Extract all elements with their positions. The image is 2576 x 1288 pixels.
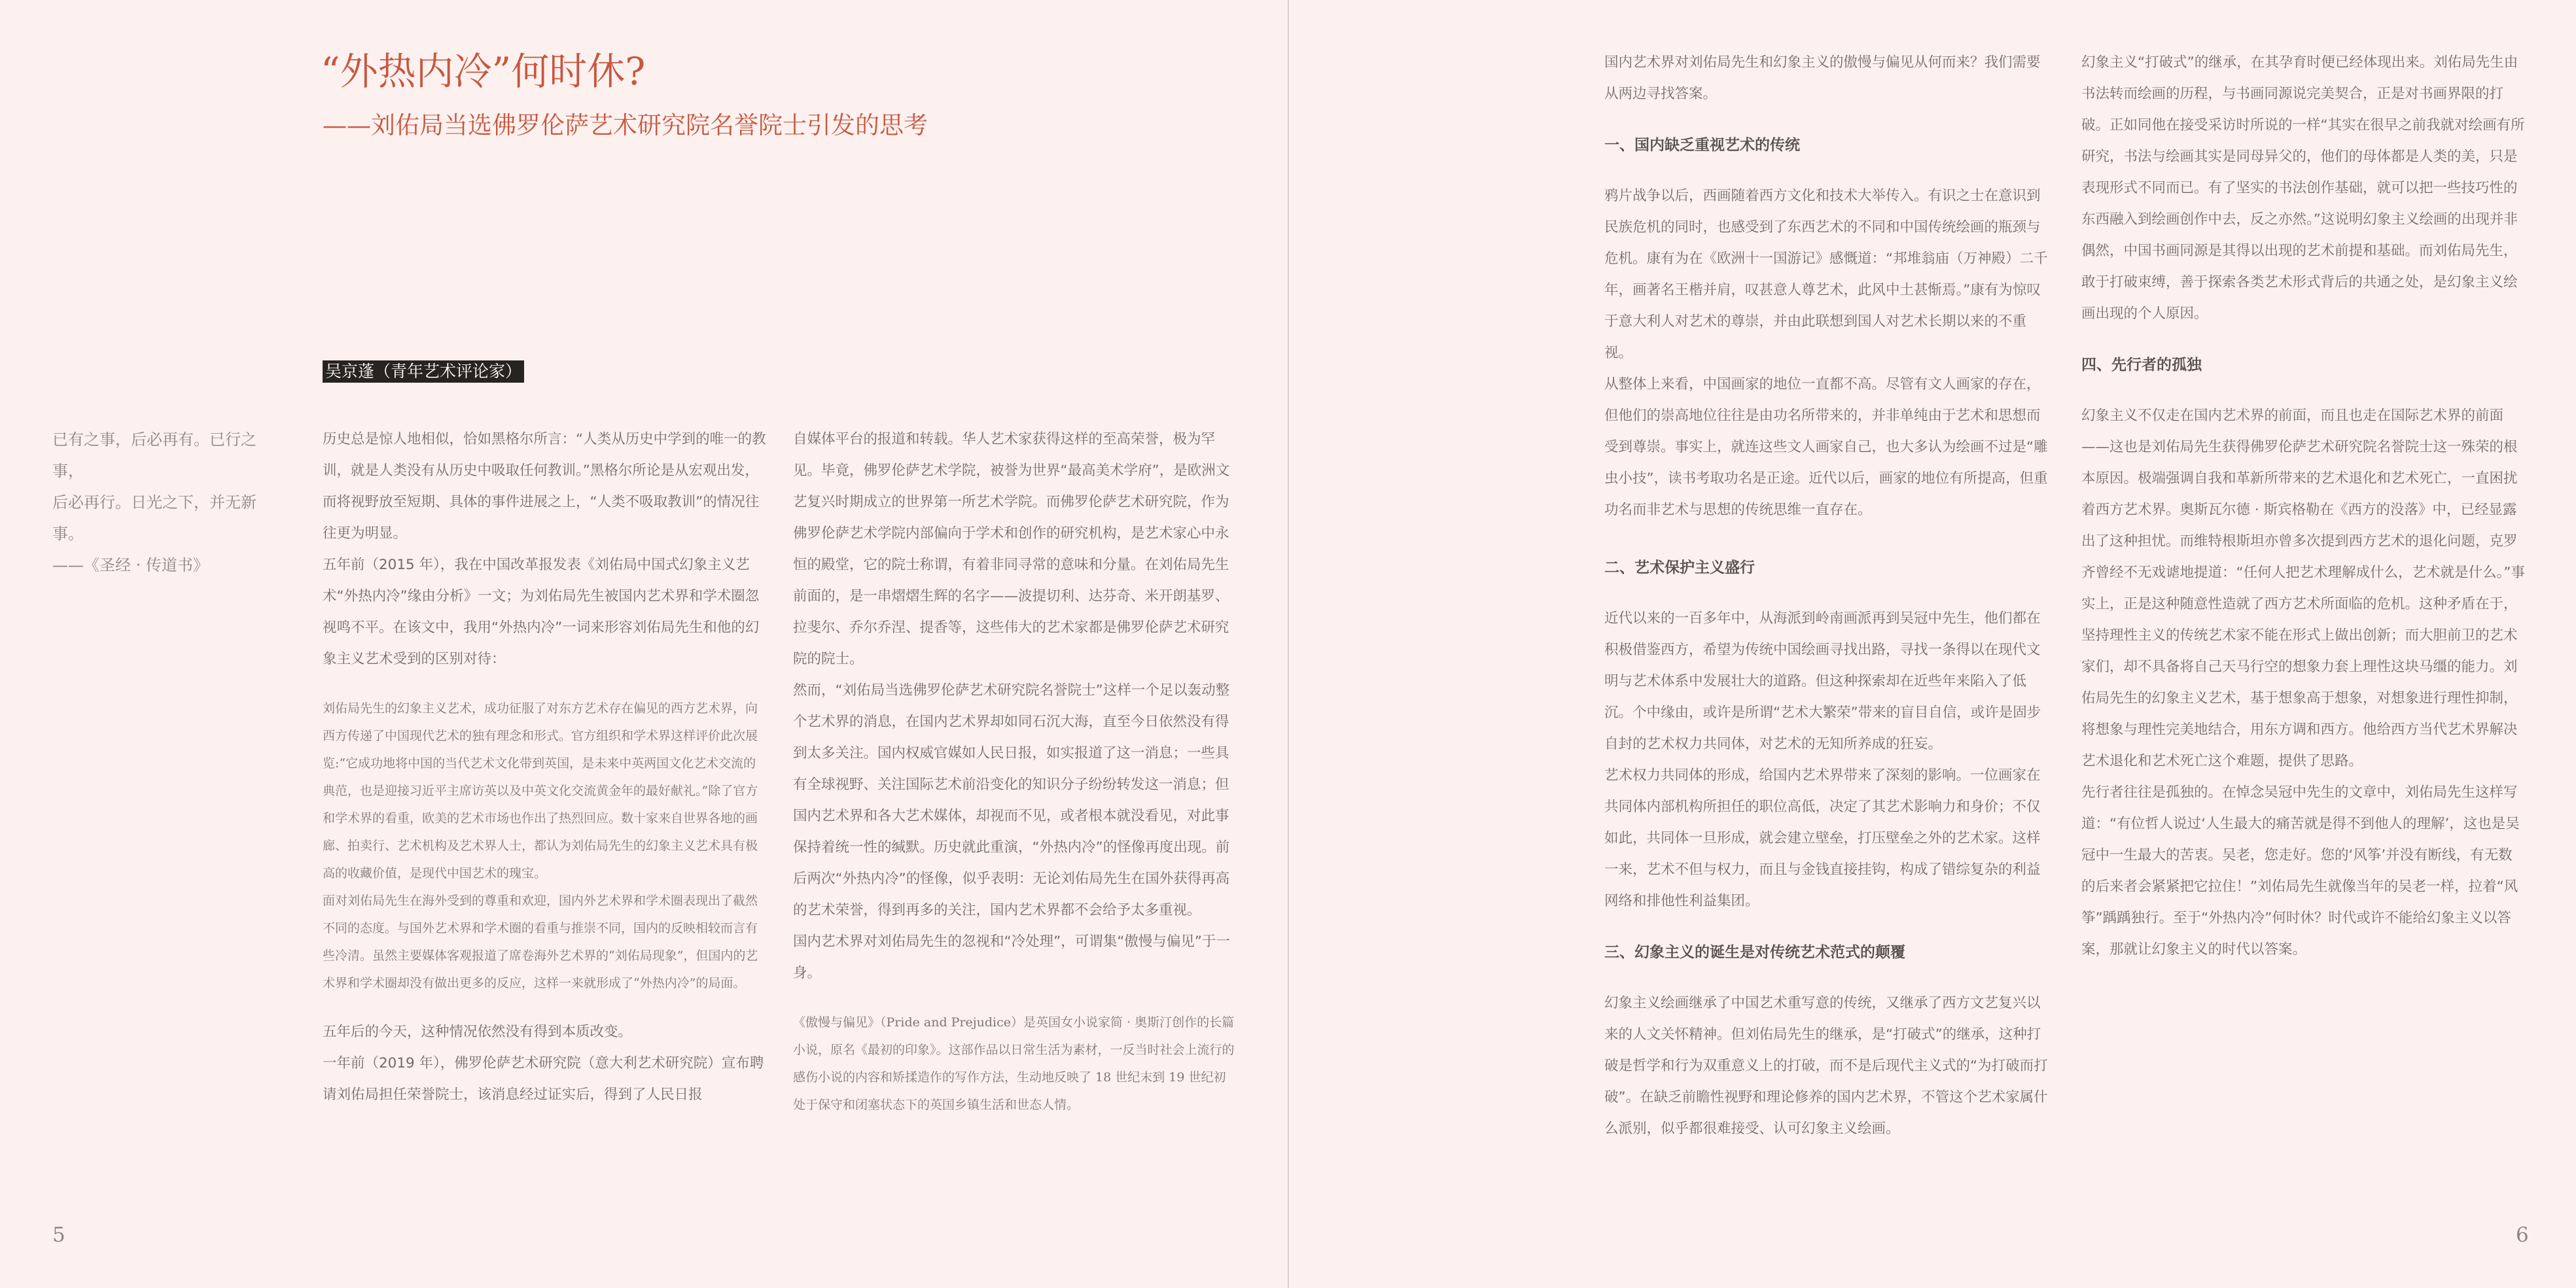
section-heading: 三、幻象主义的诞生是对传统艺术范式的颠覆 xyxy=(1604,944,1905,961)
author-byline: 吴京蓬（青年艺术评论家） xyxy=(323,360,524,383)
paragraph: 五年前（2015 年），我在中国改革报发表《刘佑局中国式幻象主义艺术“外热内冷”缘由分析》一文；为刘佑局先生被国内艺术界和学术圈忽视鸣不平。在该文中，我用“外热内冷”一词来形容刘佑局先生和他的幻象主义艺术受到的区别对待： xyxy=(323,557,760,667)
paragraph: 五年后的今天，这种情况依然没有得到本质改变。 xyxy=(323,1024,633,1040)
section-heading: 四、先行者的孤独 xyxy=(2081,357,2202,374)
epigraph-source: ——《圣经 · 传道书》 xyxy=(52,556,209,574)
paragraph: 鸦片战争以后，西画随着西方文化和技术大举传入。有识之士在意识到民族危机的同时，也感受到了东西艺术的不同和中国传统绘画的瓶颈与危机。康有为在《欧洲十一国游记》感慨道：“邦堆翁庙（万神殿）二千年，画著名王楷并肩，叹甚意人尊艺术，此风中土甚惭焉。”康有为惊叹于意大利人对艺术的尊崇，并由此联想到国人对艺术长期以来的不重视。 xyxy=(1604,188,2048,361)
paragraph: 国内艺术界对刘佑局先生的忽视和“冷处理”，可谓集“傲慢与偏见”于一身。 xyxy=(793,933,1231,981)
paragraph: 幻象主义“打破式”的继承，在其孕育时便已经体现出来。刘佑局先生由书法转而绘画的历程，与书画同源说完美契合，正是对书画界限的打破。正如同他在接受采访时所说的一样“其实在很早之前我就对绘画有所研究，书法与绘画其实是同母异父的，他们的母体都是人类的美，只是表现形式不同而已。有了坚实的书法创作基础，就可以把一些技巧性的东西融入到绘画创作中去，反之亦然。”这说明幻象主义绘画的出现并非偶然，中国书画同源是其得以出现的艺术前提和基础。而刘佑局先生，敢于打破束缚，善于探索各类艺术形式背后的共通之处，是幻象主义绘画出现的个人原因。 xyxy=(2081,54,2525,322)
footnote-quote: 《傲慢与偏见》（Pride and Prejudice）是英国女小说家简 · 奥斯汀创作的长篇小说，原名《最初的印象》。这部作品以日常生活为素材，一反当时社会上流行的感伤小说的内容和矫揉造作的写作方法，生动地反映了 18 世纪末到 19 世纪初处于保守和闭塞状态下的英国乡镇生活和世态人情。 xyxy=(793,1015,1235,1112)
text-column-4 xyxy=(2081,47,2526,966)
right-page xyxy=(1289,0,2576,1288)
page-number-right: 6 xyxy=(2516,1223,2529,1247)
page-number-left: 5 xyxy=(52,1223,65,1247)
block-quote: 面对刘佑局先生在海外受到的尊重和欢迎，国内外艺术界和学术圈表现出了截然不同的态度。与国外艺术界和学术圈的看重与推崇不同，国内的反映相较而言有些冷清。虽然主要媒体客观报道了席卷海外艺术界的“刘佑局现象”，但国内的艺术界和学术圈却没有做出更多的反应，这样一来就形成了“外热内冷”的局面。 xyxy=(323,894,758,990)
paragraph: 一年前（2019 年），佛罗伦萨艺术研究院（意大利艺术研究院）宣布聘请刘佑局担任荣誉院士，该消息经过证实后，得到了人民日报 xyxy=(323,1055,764,1103)
text-column-1 xyxy=(323,424,768,1111)
paragraph: 国内艺术界对刘佑局先生和幻象主义的傲慢与偏见从何而来？我们需要从两边寻找答案。 xyxy=(1604,54,2041,102)
article-subtitle: ——刘佑局当选佛罗伦萨艺术研究院名誉院士引发的思考 xyxy=(323,111,928,139)
paragraph: 艺术权力共同体的形成，给国内艺术界带来了深刻的影响。一位画家在共同体内部机构所担任的职位高低，决定了其艺术影响力和身价；不仅如此，共同体一旦形成，就会建立壁垒，打压壁垒之外的艺术家。这样一来，艺术不但与权力，而且与金钱直接挂钩，构成了错综复杂的利益网络和排他性利益集团。 xyxy=(1604,767,2041,909)
epigraph-line: 后必再行。日光之下，并无新事。 xyxy=(52,493,256,543)
paragraph: 然而，“刘佑局当选佛罗伦萨艺术研究院名誉院士”这样一个足以轰动整个艺术界的消息，在国内艺术界却如同石沉大海，直至今日依然没有得到太多关注。国内权威官媒如人民日报，如实报道了这一消息；一些具有全球视野、关注国际艺术前沿变化的知识分子纷纷转发这一消息；但国内艺术界和各大艺术媒体，却视而不见，或者根本就没看见，对此事保持着统一性的缄默。历史就此重演，“外热内冷”的怪像再度出现。前后两次“外热内冷”的怪像，似乎表明：无论刘佑局先生在国外获得再高的艺术荣誉，得到再多的关注，国内艺术界都不会给予太多重视。 xyxy=(793,682,1230,918)
paragraph: 从整体上来看，中国画家的地位一直都不高。尽管有文人画家的存在，但他们的崇高地位往往是由功名所带来的，并非单纯由于艺术和思想而受到尊崇。事实上，就连这些文人画家自己，也大多认为绘画不过是“雕虫小技”，读书考取功名是正途。近代以后，画家的地位有所提高，但重功名而非艺术与思想的传统思维一直存在。 xyxy=(1604,376,2048,518)
section-heading: 二、艺术保护主义盛行 xyxy=(1604,559,1755,576)
article-title: “外热内冷”何时休? xyxy=(321,49,646,94)
paragraph: 幻象主义不仅走在国内艺术界的前面，而且也走在国际艺术界的前面——这也是刘佑局先生获得佛罗伦萨艺术研究院名誉院士这一殊荣的根本原因。极端强调自我和革新所带来的艺术退化和艺术死亡，一直困扰着西方艺术界。奥斯瓦尔德 · 斯宾格勒在《西方的没落》中，已经显露出了这种担忧。而维特根斯坦亦曾多次提到西方艺术的退化问题，克罗齐曾经不无戏谑地提道：“任何人把艺术理解成什么，艺术就是什么。”事实上，正是这种随意性造就了西方艺术所面临的危机。这种矛盾在于，坚持理性主义的传统艺术家不能在形式上做出创新；而大胆前卫的艺术家们，却不具备将自己天马行空的想象力套上理性这块马缰的能力。刘佑局先生的幻象主义艺术，基于想象高于想象，对想象进行理性抑制，将想象与理性完美地结合，用东方调和西方。他给西方当代艺术界解决艺术退化和艺术死亡这个难题，提供了思路。 xyxy=(2081,408,2526,769)
epigraph xyxy=(52,424,281,581)
epigraph-line: 已有之事，后必再有。已行之事， xyxy=(52,430,256,480)
paragraph: 自媒体平台的报道和转载。华人艺术家获得这样的至高荣誉，极为罕见。毕竟，佛罗伦萨艺术学院，被誉为世界“最高美术学府”，是欧洲文艺复兴时期成立的世界第一所艺术学院。而佛罗伦萨艺术研究院，作为佛罗伦萨艺术学院内部偏向于学术和创作的研究机构，是艺术家心中永恒的殿堂，它的院士称谓，有着非同寻常的意味和分量。在刘佑局先生前面的，是一串熠熠生辉的名字——波提切利、达芬奇、米开朗基罗、拉斐尔、乔尔乔涅、提香等，这些伟大的艺术家都是佛罗伦萨艺术研究院的院士。 xyxy=(793,431,1230,667)
section-heading: 一、国内缺乏重视艺术的传统 xyxy=(1604,137,1800,154)
text-column-2 xyxy=(793,424,1238,1119)
paragraph: 近代以来的一百多年中，从海派到岭南画派再到吴冠中先生，他们都在积极借鉴西方，希望为传统中国绘画寻找出路，寻找一条得以在现代文明与艺术体系中发展壮大的道路。但这种探索却在近些年来陷入了低沉。个中缘由，或许是所谓“艺术大繁荣”带来的盲目自信，或许是固步自封的艺术权力共同体，对艺术的无知所养成的狂妄。 xyxy=(1604,610,2041,752)
paragraph: 幻象主义绘画继承了中国艺术重写意的传统，又继承了西方文艺复兴以来的人文关怀精神。但刘佑局先生的继承，是“打破式”的继承，这种打破是哲学和行为双重意义上的打破，而不是后现代主义式的“为打破而打破”。在缺乏前瞻性视野和理论修养的国内艺术界，不管这个艺术家属什么派别，似乎都很难接受、认可幻象主义绘画。 xyxy=(1604,995,2048,1137)
block-quote: 刘佑局先生的幻象主义艺术，成功征服了对东方艺术存在偏见的西方艺术界，向西方传递了中国现代艺术的独有理念和形式。官方组织和学术界这样评价此次展览:“它成功地将中国的当代艺术文化带到英国，是未来中英两国文化艺术交流的典范，也是迎接习近平主席访英以及中英文化交流黄金年的最好献礼。”除了官方和学术界的看重，欧美的艺术市场也作出了热烈回应。数十家来自世界各地的画廊、拍卖行、艺术机构及艺术界人士，都认为刘佑局先生的幻象主义艺术具有极高的收藏价值，是现代中国艺术的瑰宝。 xyxy=(323,701,758,880)
paragraph: 先行者往往是孤独的。在悼念吴冠中先生的文章中，刘佑局先生这样写道：“有位哲人说过‘人生最大的痛苦就是得不到他人的理解’，这也是吴冠中一生最大的苦衷。吴老，您走好。您的‘风筝’并没有断线，有无数的后来者会紧紧把它拉住！”刘佑局先生就像当年的吴老一样，拉着“风筝”踽踽独行。至于“外热内冷”何时休？时代或许不能给幻象主义以答案，那就让幻象主义的时代以答案。 xyxy=(2081,784,2520,958)
paragraph: 历史总是惊人地相似，恰如黑格尔所言：“人类从历史中学到的唯一的教训，就是人类没有从历史中吸取任何教训。”黑格尔所论是从宏观出发，而将视野放至短期、具体的事件进展之上，“人类不吸取教训”的情况往往更为明显。 xyxy=(323,431,766,542)
text-column-3 xyxy=(1604,47,2049,1145)
